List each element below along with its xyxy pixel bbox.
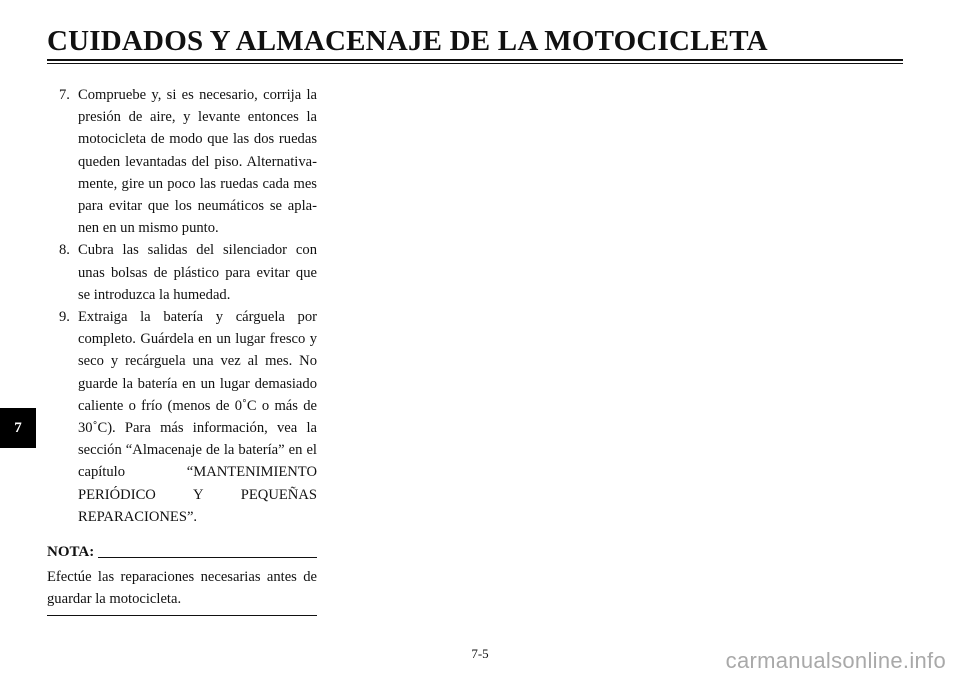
step-number: 9. bbox=[59, 309, 70, 326]
step-7 bbox=[47, 84, 317, 239]
steps-list bbox=[47, 84, 317, 528]
content-column bbox=[47, 84, 317, 616]
note-text: Efectúe las reparaciones necesarias antes de guardar la motocicleta. bbox=[47, 569, 317, 608]
page-number: 7-5 bbox=[471, 646, 489, 661]
watermark: carmanualsonline.info bbox=[725, 648, 946, 673]
note-title: NOTA: bbox=[47, 544, 95, 561]
note-bottom-rule bbox=[47, 615, 317, 616]
step-9 bbox=[47, 306, 317, 528]
step-8 bbox=[47, 239, 317, 306]
header-rule-thick bbox=[47, 59, 903, 61]
note-title-underline bbox=[98, 557, 317, 558]
step-text: Extraiga la batería y cárguela por completo. Guárdela en un lugar fresco y seco y recárguela una vez al mes. No guarde la batería en un lugar demasiado caliente o frío (menos de 0˚C o más de 30˚C). Para más información, vea la sección “Almacenaje de la batería” en el capítulo “MANTENIMIENTO PERIÓDICO Y PEQUEÑAS REPARACIONES”. bbox=[78, 309, 317, 525]
page-title: CUIDADOS Y ALMACENAJE DE LA MOTOCICLETA bbox=[47, 25, 768, 57]
note-box bbox=[47, 541, 317, 616]
step-number: 8. bbox=[59, 242, 70, 259]
step-text: Compruebe y, si es necesario, corrija la presión de aire, y levante entonces la motocicleta de modo que las dos ruedas queden levantadas del piso. Alternativamente, gire un poco las ruedas cada mes para evitar que los neumáticos se aplanen en un mismo punto. bbox=[78, 87, 317, 237]
step-number: 7. bbox=[59, 87, 70, 103]
chapter-tab[interactable]: 7 bbox=[0, 408, 36, 448]
step-text: Cubra las salidas del silenciador con unas bolsas de plástico para evitar que se introduzca la humedad. bbox=[78, 242, 317, 303]
note-header bbox=[47, 541, 317, 563]
header-rule-thin bbox=[47, 63, 903, 64]
